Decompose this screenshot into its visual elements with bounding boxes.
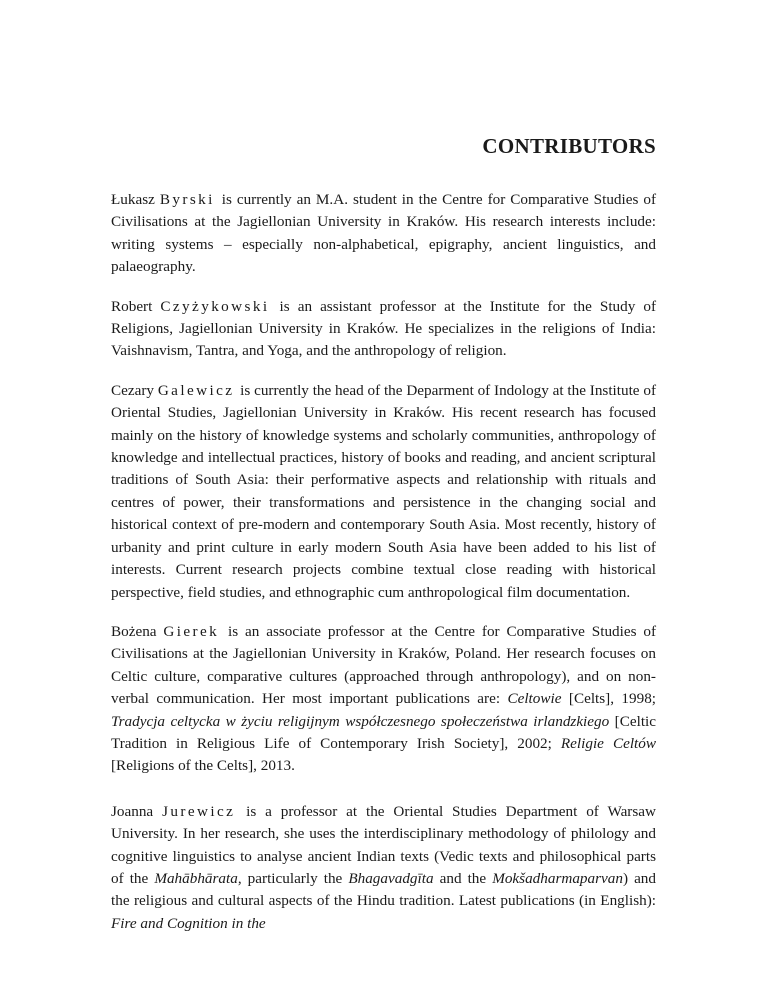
publication-note: [Celtic Tradition in Religious Life of Contemporary Irish Society], 2002; bbox=[111, 712, 656, 752]
publication-title: Tradycja celtycka w życiu religijnym współczesnego społeczeństwa irlandzkiego bbox=[111, 712, 610, 730]
publication-title: Celtowie bbox=[507, 690, 562, 708]
contributor-bio-galewicz bbox=[111, 380, 656, 604]
contributor-bio-byrski bbox=[111, 189, 656, 279]
contributor-bio-text: is an assistant professor at the Institute for the Study of Religions, Jagiellonian University in Kraków. He specializes in the religions of India: Vaishnavism, Tantra, and Yoga, and the anthropology of religion. bbox=[111, 297, 657, 360]
contributor-first-name: Bożena bbox=[111, 622, 157, 640]
publication-title: Religie Celtów bbox=[560, 734, 656, 752]
contributor-bio-jurewicz bbox=[111, 801, 656, 935]
contributor-bio-text: , particularly the bbox=[237, 869, 343, 887]
contributor-bio-text: and the bbox=[439, 869, 487, 887]
contributor-surname: Gierek bbox=[163, 622, 220, 640]
page-title: CONTRIBUTORS bbox=[482, 134, 656, 158]
contributor-bio-gierek bbox=[111, 621, 656, 778]
contributor-first-name: Cezary bbox=[111, 381, 155, 399]
contributor-surname: Byrski bbox=[159, 191, 215, 208]
contributor-bio-text: is currently an M.A. student in the Centre for Comparative Studies of Civilisations at the Jagiellonian University in Kraków. His research interests include: writing systems – especially non-alphabetical, epigraphy, ancient linguistics, and palaeography. bbox=[111, 191, 657, 276]
contributor-surname: Jurewicz bbox=[162, 802, 236, 820]
publication-note: [Religions of the Celts], 2013. bbox=[111, 757, 295, 775]
contributor-bio-text: is a professor at the Oriental Studies Department of Warsaw University. In her research, she uses the interdisciplinary methodology of philology and cognitive linguistics to analyse ancient Indian texts (Vedic texts and philosophical parts of the bbox=[111, 802, 656, 887]
contributor-surname: Czyżykowski bbox=[160, 297, 270, 315]
contributor-bio-text: is an associate professor at the Centre for Comparative Studies of Civilisations at the Jagiellonian University in Kraków, Poland. Her research focuses on Celtic culture, comparative cultures (approached through anthropology), and on non-verbal communication. Her most important publications are: bbox=[111, 622, 657, 708]
work-title: Mahābhārata bbox=[154, 869, 238, 887]
publication-note: [Celts], 1998; bbox=[568, 690, 657, 708]
contributor-first-name: Joanna bbox=[111, 802, 154, 820]
work-title: Bhagavadgīta bbox=[348, 869, 434, 887]
contributor-bio-text: ) and the religious and cultural aspects of the Hindu tradition. Latest publications (in English): bbox=[111, 869, 656, 910]
contributor-first-name: Robert bbox=[111, 297, 153, 315]
contributor-first-name: Łukasz bbox=[111, 191, 155, 208]
contributor-bio-text: is currently the head of the Deparment of Indology at the Institute of Oriental Studies, Jagiellonian University in Kraków. His recent research has focused mainly on the history of knowledge systems and scholarly communities, anthropology of knowledge and intellectual practices, history of books and reading, and ancient scriptural traditions of South Asia: their performative aspects and relationship with rituals and centres of power, their transformations and persistence in the changing social and historical context of pre-modern and contemporary South Asia. Most recently, history of urbanity and print culture in early modern South Asia have been added to his list of interests. Current research projects combine textual close reading with historical perspective, field studies, and ethnographic cum anthropological film documentation. bbox=[111, 381, 656, 601]
contributor-list bbox=[111, 189, 656, 952]
work-title: Fire and Cognition in the bbox=[111, 914, 266, 932]
contributor-surname: Galewicz bbox=[157, 381, 235, 399]
contributor-bio-czyzykowski bbox=[111, 296, 656, 363]
work-title: Mokšadharmaparvan bbox=[492, 869, 623, 887]
